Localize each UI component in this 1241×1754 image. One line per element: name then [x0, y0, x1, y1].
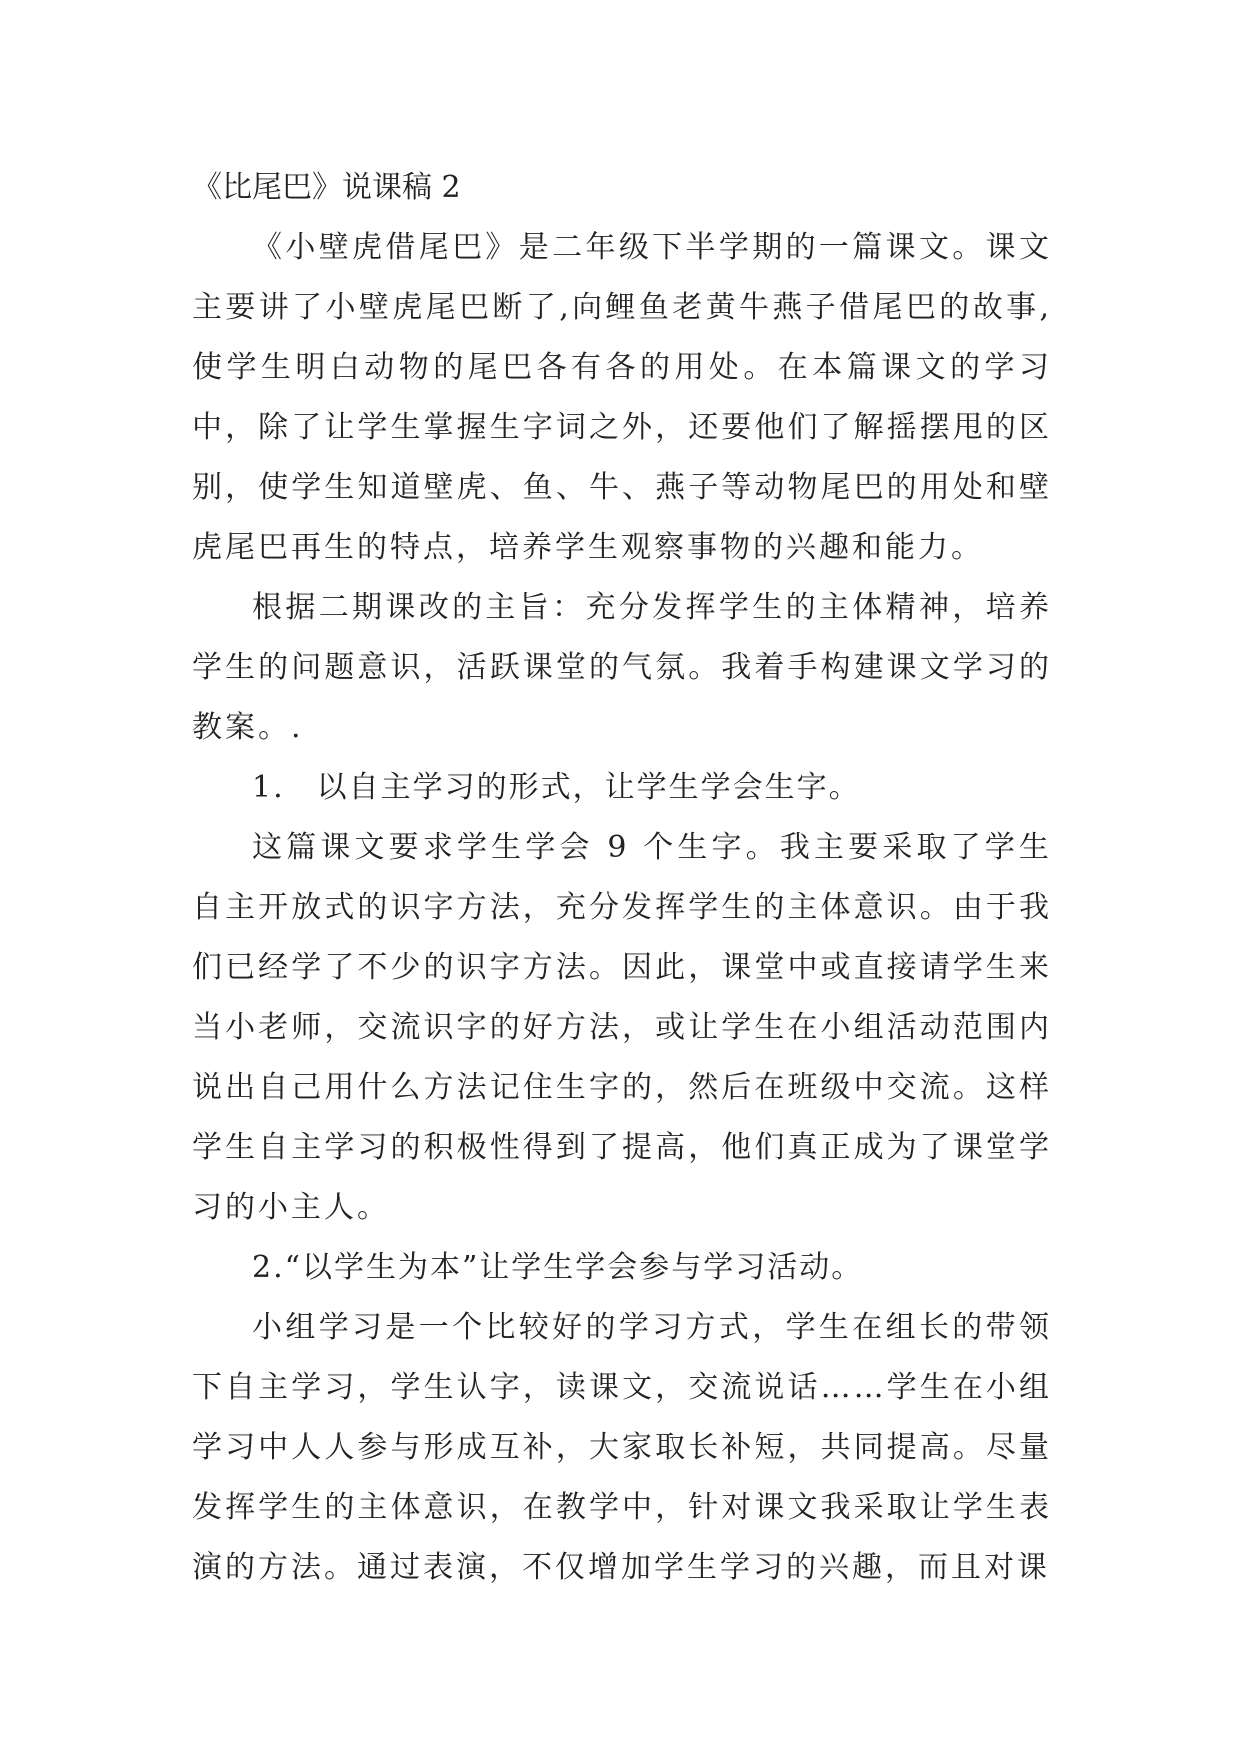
paragraph-literacy: 这篇课文要求学生学会 9 个生字。我主要采取了学生自主开放式的识字方法，充分发挥学生的主体意识。由于我们已经学了不少的识字方法。因此，课堂中或直接请学生来当小老师，交流识字的好方法，或让学生在小组活动范围内说出自己用什么方法记住生字的，然后在班级中交流。这样学生自主学习的积极性得到了提高，他们真正成为了课堂学习的小主人。	[192, 830, 1052, 1225]
section-heading-2: 2.“以学生为本”让学生学会参与学习活动。	[252, 1250, 864, 1285]
paragraph-purpose: 根据二期课改的主旨：充分发挥学生的主体精神，培养学生的问题意识，活跃课堂的气氛。我着手构建课文学习的教案。.	[192, 590, 1052, 745]
document-title: 《比尾巴》说课稿 2	[192, 170, 461, 205]
section-heading-1: 1. 以自主学习的形式，让学生学会生字。	[252, 770, 861, 805]
paragraph-intro: 《小壁虎借尾巴》是二年级下半学期的一篇课文。课文主要讲了小壁虎尾巴断了,向鲤鱼老黄牛燕子借尾巴的故事,使学生明白动物的尾巴各有各的用处。在本篇课文的学习中，除了让学生掌握生字词之外，还要他们了解摇摆甩的区别，使学生知道壁虎、鱼、牛、燕子等动物尾巴的用处和壁虎尾巴再生的特点，培养学生观察事物的兴趣和能力。	[192, 230, 1052, 565]
paragraph-group-learning: 小组学习是一个比较好的学习方式，学生在组长的带领下自主学习，学生认字，读课文，交流说话……学生在小组学习中人人参与形成互补，大家取长补短，共同提高。尽量发挥学生的主体意识，在教学中，针对课文我采取让学生表演的方法。通过表演，不仅增加学生学习的兴趣，而且对课	[192, 1310, 1052, 1585]
document-body	[192, 158, 1052, 1598]
